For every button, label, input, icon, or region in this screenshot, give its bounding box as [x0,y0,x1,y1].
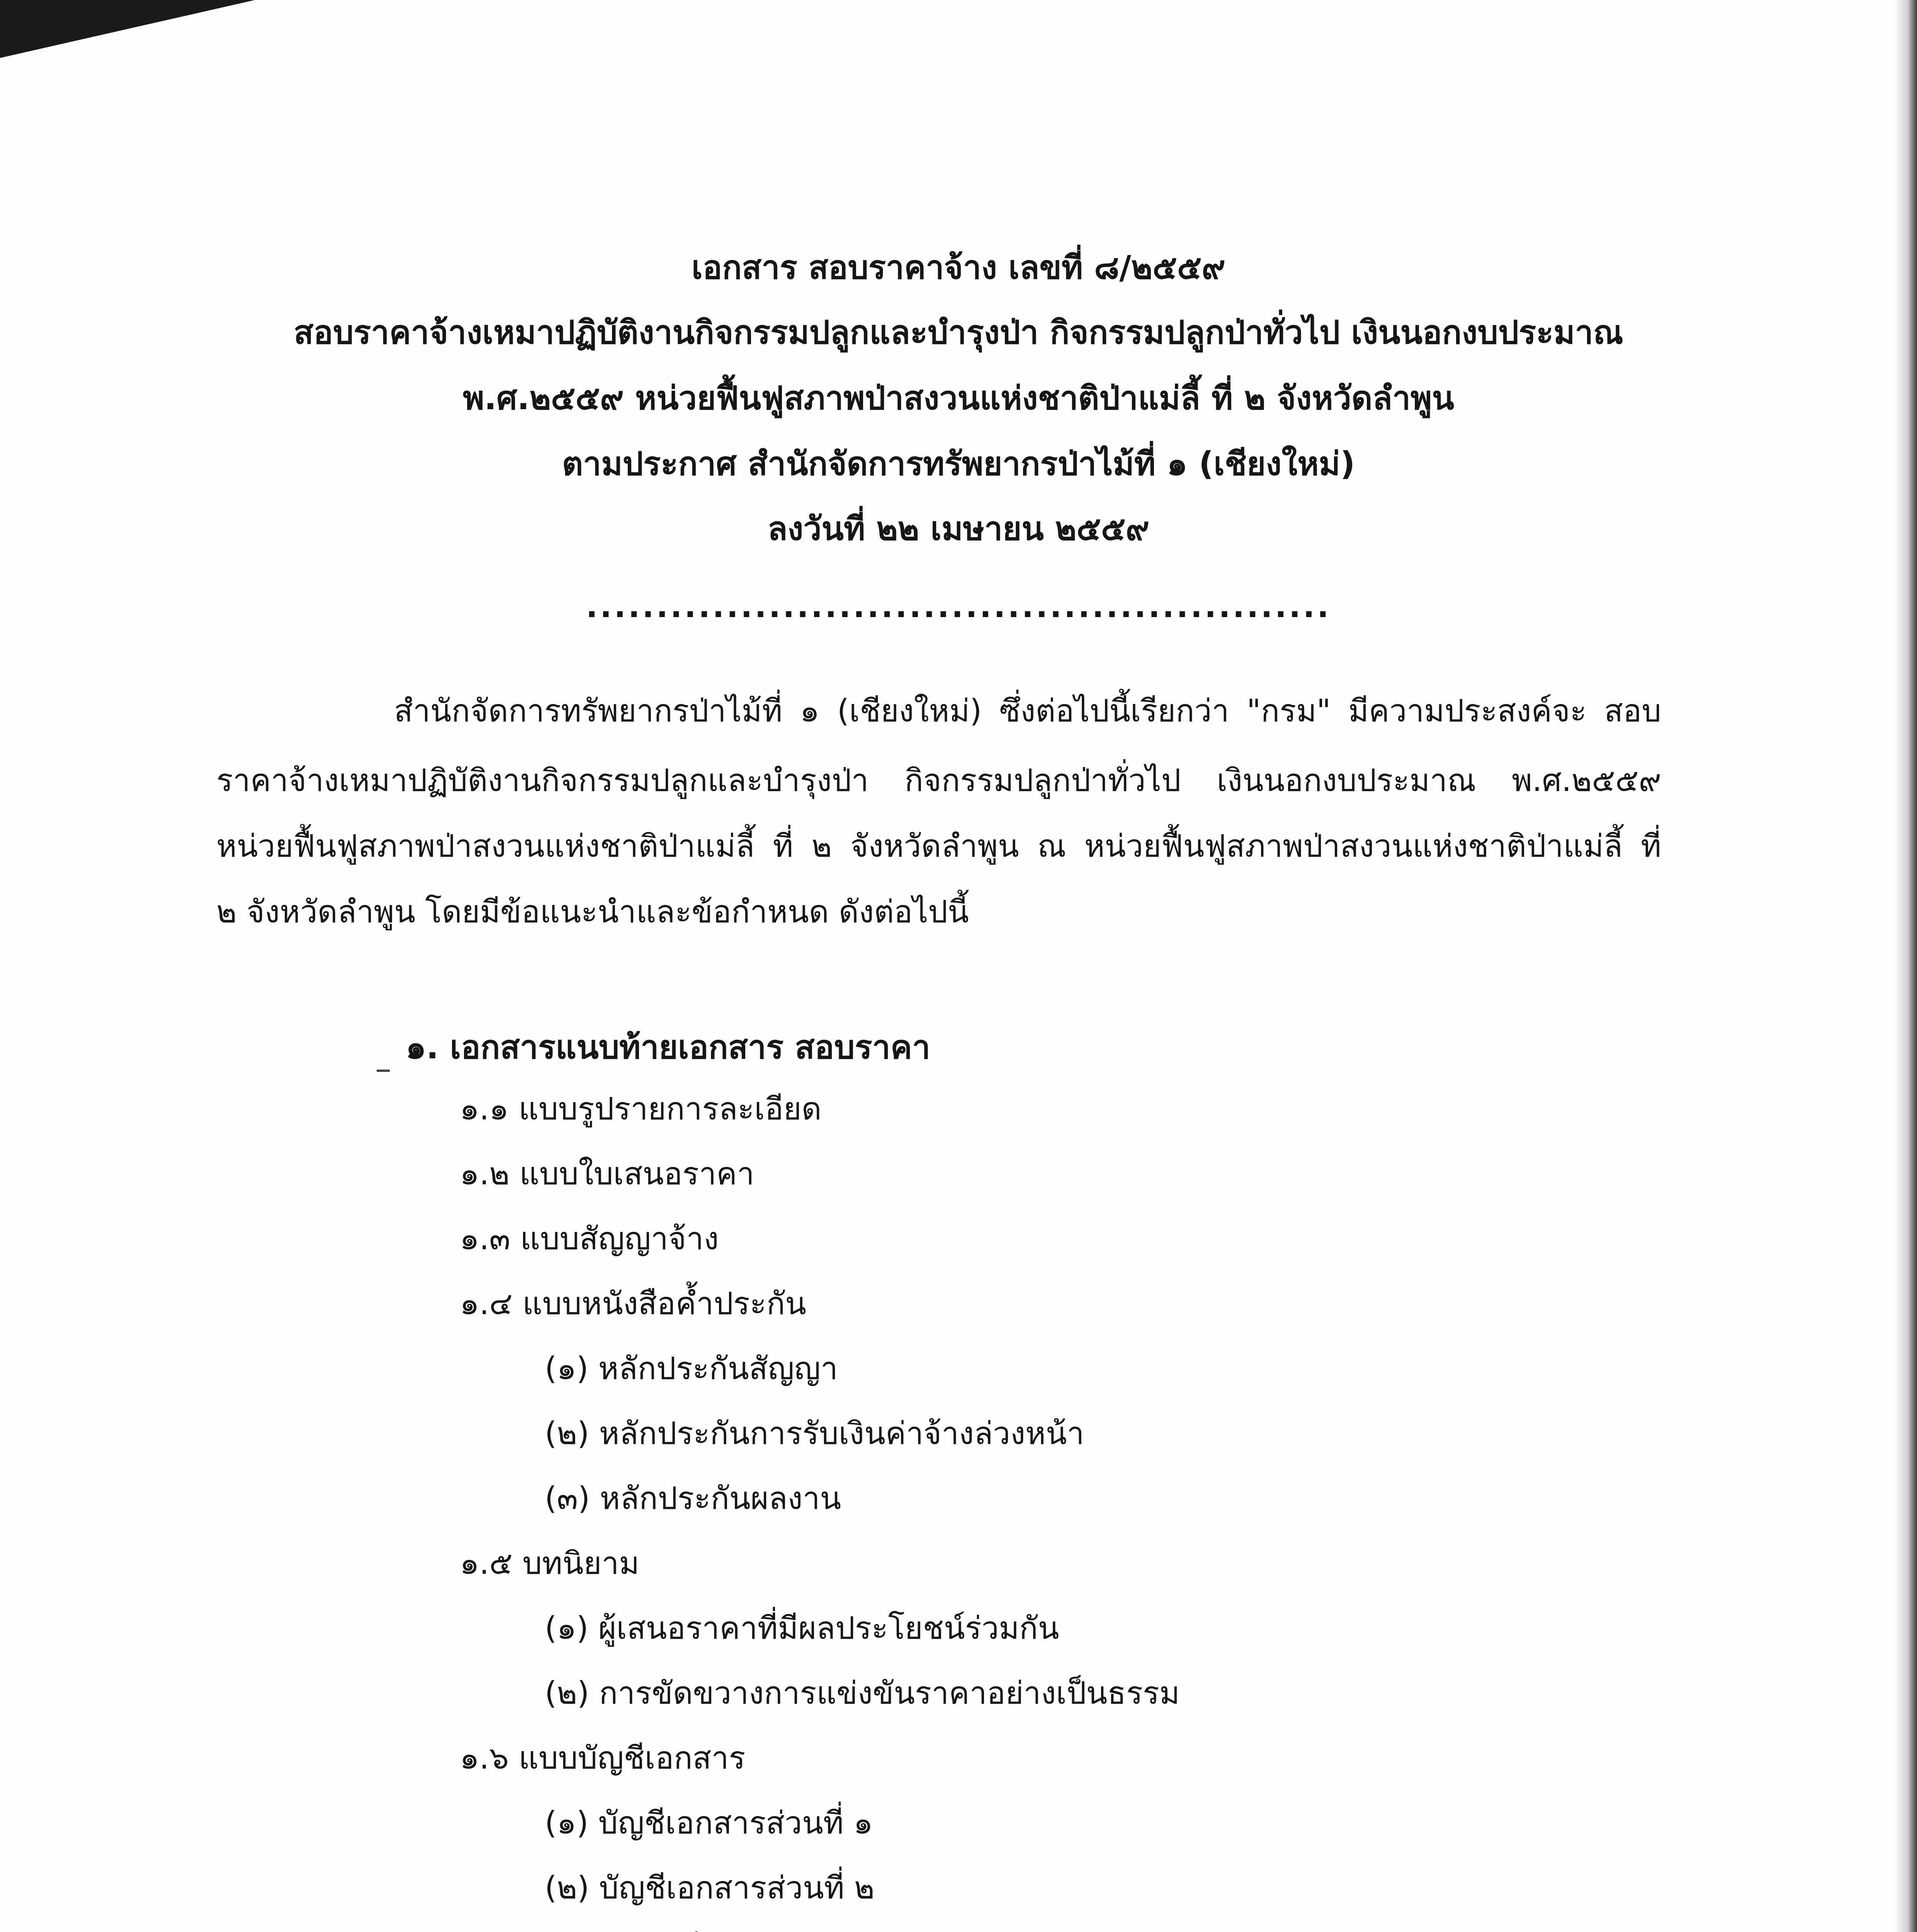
section1-heading: ๑. เอกสารแนบท้ายเอกสาร สอบราคา [406,1028,931,1066]
doc-title-line-4: ตามประกาศ สำนักจัดการทรัพยากรป่าไม้ที่ ๑ (เชียงใหม่) [562,445,1355,483]
title-separator: ..................................................... [586,588,1331,624]
section1-item: ๑.๔ แบบหนังสือค้ำประกัน [460,1286,806,1321]
scan-right-edge [1894,0,1917,1932]
section1-subitem: (๓) หลักประกันผลงาน [545,1480,841,1516]
section1-subitem: (๑) ผู้เสนอราคาที่มีผลประโยชน์ร่วมกัน [545,1610,1059,1646]
section1-subitem: (๒) การขัดขวางการแข่งขันราคาอย่างเป็นธรรม [545,1675,1180,1711]
doc-title-line-5: ลงวันที่ ๒๒ เมษายน ๒๕๕๙ [767,510,1150,548]
section1-item: ๑.๕ บทนิยาม [460,1545,639,1581]
doc-title-line-1: เอกสาร สอบราคาจ้าง เลขที่ ๘/๒๕๕๙ [692,248,1225,286]
intro-line-2: ราคาจ้างเหมาปฏิบัติงานกิจกรรมปลูกและบำรุงป่า กิจกรรมปลูกป่าทั่วไป เงินนอกงบประมาณ พ.ศ.๒๕๕๙ [216,762,1661,798]
section1-subitem: (๑) หลักประกันสัญญา [545,1350,838,1386]
section1-item: ๑.๒ แบบใบเสนอราคา [460,1156,755,1192]
section1-item: ๑.๓ แบบสัญญาจ้าง [460,1221,719,1257]
intro-line-1: สำนักจัดการทรัพยากรป่าไม้ที่ ๑ (เชียงใหม่) ซึ่งต่อไปนี้เรียกว่า "กรม" มีความประสงค์จะ สอบ [394,693,1661,729]
section1-item: ๑.๑ แบบรูปรายการละเอียด [460,1091,822,1127]
intro-line-4: ๒ จังหวัดลำพูน โดยมีข้อแนะนำและข้อกำหนด ดังต่อไปนี้ [216,894,969,930]
section1-subitem: (๒) หลักประกันการรับเงินค่าจ้างล่วงหน้า [545,1415,1084,1451]
doc-title-line-3: พ.ศ.๒๕๕๙ หน่วยฟื้นฟูสภาพป่าสงวนแห่งชาติป่าแม่ลี้ ที่ ๒ จังหวัดลำพูน [463,379,1454,417]
scan-corner-shadow [0,0,255,58]
section1-subitem: (๑) บัญชีเอกสารส่วนที่ ๑ [545,1805,873,1841]
margin-mark [377,1070,390,1072]
doc-title-line-2: สอบราคาจ้างเหมาปฏิบัติงานกิจกรรมปลูกและบำรุงป่า กิจกรรมปลูกป่าทั่วไป เงินนอกงบประมาณ [294,313,1623,351]
section1-item: ๑.๖ แบบบัญชีเอกสาร [460,1740,746,1776]
intro-line-3: หน่วยฟื้นฟูสภาพป่าสงวนแห่งชาติป่าแม่ลี้ ที่ ๒ จังหวัดลำพูน ณ หน่วยฟื้นฟูสภาพป่าสงวนแห่งชาติป่าแม่ลี้ ที่ [216,828,1661,864]
section1-subitem: (๒) บัญชีเอกสารส่วนที่ ๒ [545,1870,875,1906]
